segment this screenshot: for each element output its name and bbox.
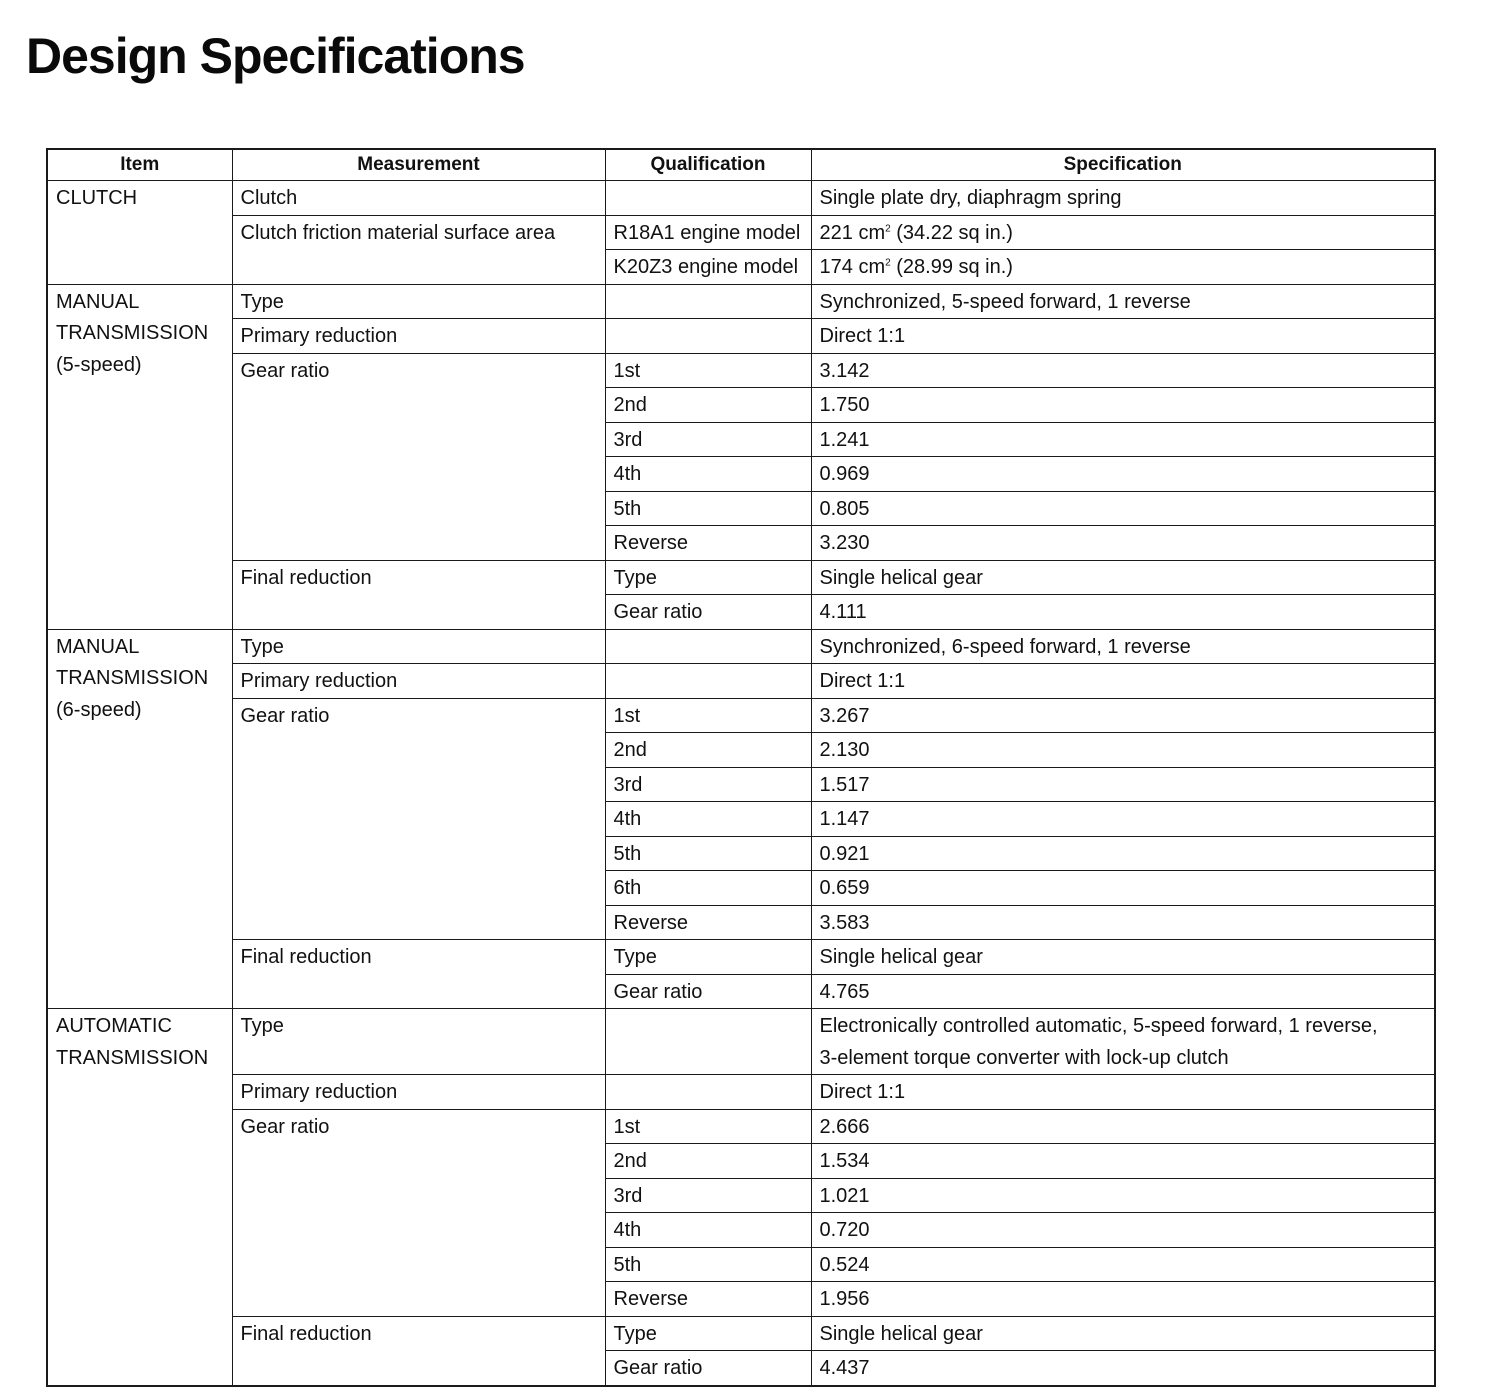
qualification-cell: Reverse — [605, 526, 811, 561]
specification-cell: 1.534 — [811, 1144, 1435, 1179]
spec-line: 3-element torque converter with lock-up clutch — [819, 1046, 1229, 1069]
specification-cell: 3.142 — [811, 353, 1435, 388]
item-label-line: (6-speed) — [56, 698, 142, 721]
item-label-line: AUTOMATIC — [56, 1015, 172, 1037]
measurement-cell: Type — [232, 1009, 605, 1075]
qualification-cell: 2nd — [605, 1144, 811, 1179]
qualification-cell — [605, 629, 811, 664]
area-unit: cm — [858, 221, 886, 244]
qualification-cell: 1st — [605, 698, 811, 733]
item-label-line: MANUAL — [56, 290, 140, 313]
measurement-cell: Primary reduction — [232, 319, 605, 354]
qualification-cell: 6th — [605, 871, 811, 906]
specification-cell — [811, 1009, 1435, 1075]
specification-cell: 1.241 — [811, 422, 1435, 457]
table-row — [47, 215, 1435, 250]
qualification-cell: 1st — [605, 1109, 811, 1144]
area-exponent: 2 — [885, 222, 891, 234]
measurement-cell: Clutch friction material surface area — [232, 215, 605, 284]
item-automatic-transmission — [47, 1009, 232, 1386]
measurement-cell: Final reduction — [232, 940, 605, 1009]
specification-cell: 0.524 — [811, 1247, 1435, 1282]
specification-cell: Single helical gear — [811, 1316, 1435, 1351]
measurement-cell: Type — [232, 629, 605, 664]
spec-line: Electronically controlled automatic, 5-speed forward, 1 reverse, — [819, 1015, 1378, 1037]
header-item: Item — [47, 149, 232, 181]
item-label-line: TRANSMISSION — [56, 667, 209, 689]
measurement-cell: Final reduction — [232, 1316, 605, 1386]
specification-cell: 3.267 — [811, 698, 1435, 733]
qualification-cell — [605, 664, 811, 699]
area-imperial: (34.22 sq in.) — [890, 221, 1013, 244]
specification-cell: 4.765 — [811, 974, 1435, 1009]
specification-cell: Synchronized, 6-speed forward, 1 reverse — [811, 629, 1435, 664]
table-row — [47, 1316, 1435, 1351]
item-clutch: CLUTCH — [47, 181, 232, 285]
table-row — [47, 629, 1435, 664]
qualification-cell: Reverse — [605, 905, 811, 940]
measurement-cell: Gear ratio — [232, 353, 605, 560]
area-value: 174 — [819, 256, 853, 278]
design-spec-table — [46, 148, 1436, 1387]
qualification-cell: 4th — [605, 457, 811, 492]
specification-cell — [811, 215, 1435, 250]
qualification-cell: Type — [605, 1316, 811, 1351]
item-manual-transmission-6-speed — [47, 629, 232, 1009]
table-row — [47, 560, 1435, 595]
specification-cell: 1.517 — [811, 767, 1435, 802]
qualification-cell — [605, 181, 811, 216]
specification-cell: Single helical gear — [811, 560, 1435, 595]
specification-cell: Direct 1:1 — [811, 1075, 1435, 1110]
measurement-cell: Type — [232, 284, 605, 319]
table-row — [47, 319, 1435, 354]
qualification-cell: 1st — [605, 353, 811, 388]
specification-cell: 4.437 — [811, 1351, 1435, 1386]
header-qualification: Qualification — [605, 149, 811, 181]
specification-cell: 0.921 — [811, 836, 1435, 871]
qualification-cell: Type — [605, 560, 811, 595]
item-label-line: TRANSMISSION — [56, 1046, 209, 1069]
item-label-line: (5-speed) — [56, 353, 142, 376]
specification-cell: Single plate dry, diaphragm spring — [811, 181, 1435, 216]
table-row — [47, 1109, 1435, 1144]
measurement-cell: Gear ratio — [232, 698, 605, 940]
qualification-cell — [605, 1075, 811, 1110]
item-label-line: MANUAL — [56, 635, 140, 658]
table-row — [47, 940, 1435, 975]
area-exponent: 2 — [885, 257, 891, 269]
specification-cell: 0.720 — [811, 1213, 1435, 1248]
table-row — [47, 664, 1435, 699]
specification-cell: 3.230 — [811, 526, 1435, 561]
specification-cell: Direct 1:1 — [811, 319, 1435, 354]
table-row — [47, 284, 1435, 319]
header-measurement: Measurement — [232, 149, 605, 181]
qualification-cell: 3rd — [605, 767, 811, 802]
qualification-cell: 4th — [605, 802, 811, 837]
specification-cell: 3.583 — [811, 905, 1435, 940]
qualification-cell: 2nd — [605, 733, 811, 768]
specification-cell: Synchronized, 5-speed forward, 1 reverse — [811, 284, 1435, 319]
qualification-cell: Gear ratio — [605, 595, 811, 630]
table-header-row — [47, 149, 1435, 181]
specification-cell: 4.111 — [811, 595, 1435, 630]
area-value: 221 — [819, 221, 853, 244]
qualification-cell — [605, 319, 811, 354]
specification-cell: 0.969 — [811, 457, 1435, 492]
header-specification: Specification — [811, 149, 1435, 181]
specification-cell: 1.021 — [811, 1178, 1435, 1213]
qualification-cell: 4th — [605, 1213, 811, 1248]
measurement-cell: Clutch — [232, 181, 605, 216]
measurement-cell: Primary reduction — [232, 1075, 605, 1110]
measurement-cell: Final reduction — [232, 560, 605, 629]
qualification-cell: 2nd — [605, 388, 811, 423]
specification-cell: Direct 1:1 — [811, 664, 1435, 699]
measurement-cell: Gear ratio — [232, 1109, 605, 1316]
table-row — [47, 698, 1435, 733]
qualification-cell: 5th — [605, 836, 811, 871]
specification-cell: 0.659 — [811, 871, 1435, 906]
table-row — [47, 353, 1435, 388]
measurement-cell: Primary reduction — [232, 664, 605, 699]
table-row — [47, 1009, 1435, 1075]
qualification-cell: Gear ratio — [605, 974, 811, 1009]
page-title: Design Specifications — [26, 28, 525, 84]
qualification-cell: R18A1 engine model — [605, 215, 811, 250]
table-row — [47, 1075, 1435, 1110]
specification-cell: 1.956 — [811, 1282, 1435, 1317]
item-label-line: TRANSMISSION — [56, 322, 209, 344]
specification-cell: 2.130 — [811, 733, 1435, 768]
qualification-cell: 5th — [605, 491, 811, 526]
qualification-cell: K20Z3 engine model — [605, 250, 811, 285]
specification-cell: Single helical gear — [811, 940, 1435, 975]
qualification-cell — [605, 1009, 811, 1075]
qualification-cell: 5th — [605, 1247, 811, 1282]
area-imperial: (28.99 sq in.) — [890, 256, 1013, 278]
area-unit: cm — [858, 256, 886, 278]
specification-cell: 0.805 — [811, 491, 1435, 526]
qualification-cell: Reverse — [605, 1282, 811, 1317]
qualification-cell: Gear ratio — [605, 1351, 811, 1386]
specification-cell: 1.750 — [811, 388, 1435, 423]
qualification-cell: 3rd — [605, 422, 811, 457]
specification-cell: 2.666 — [811, 1109, 1435, 1144]
table-row — [47, 181, 1435, 216]
specification-cell: 1.147 — [811, 802, 1435, 837]
item-manual-transmission-5-speed — [47, 284, 232, 629]
specification-cell — [811, 250, 1435, 285]
qualification-cell — [605, 284, 811, 319]
qualification-cell: Type — [605, 940, 811, 975]
qualification-cell: 3rd — [605, 1178, 811, 1213]
